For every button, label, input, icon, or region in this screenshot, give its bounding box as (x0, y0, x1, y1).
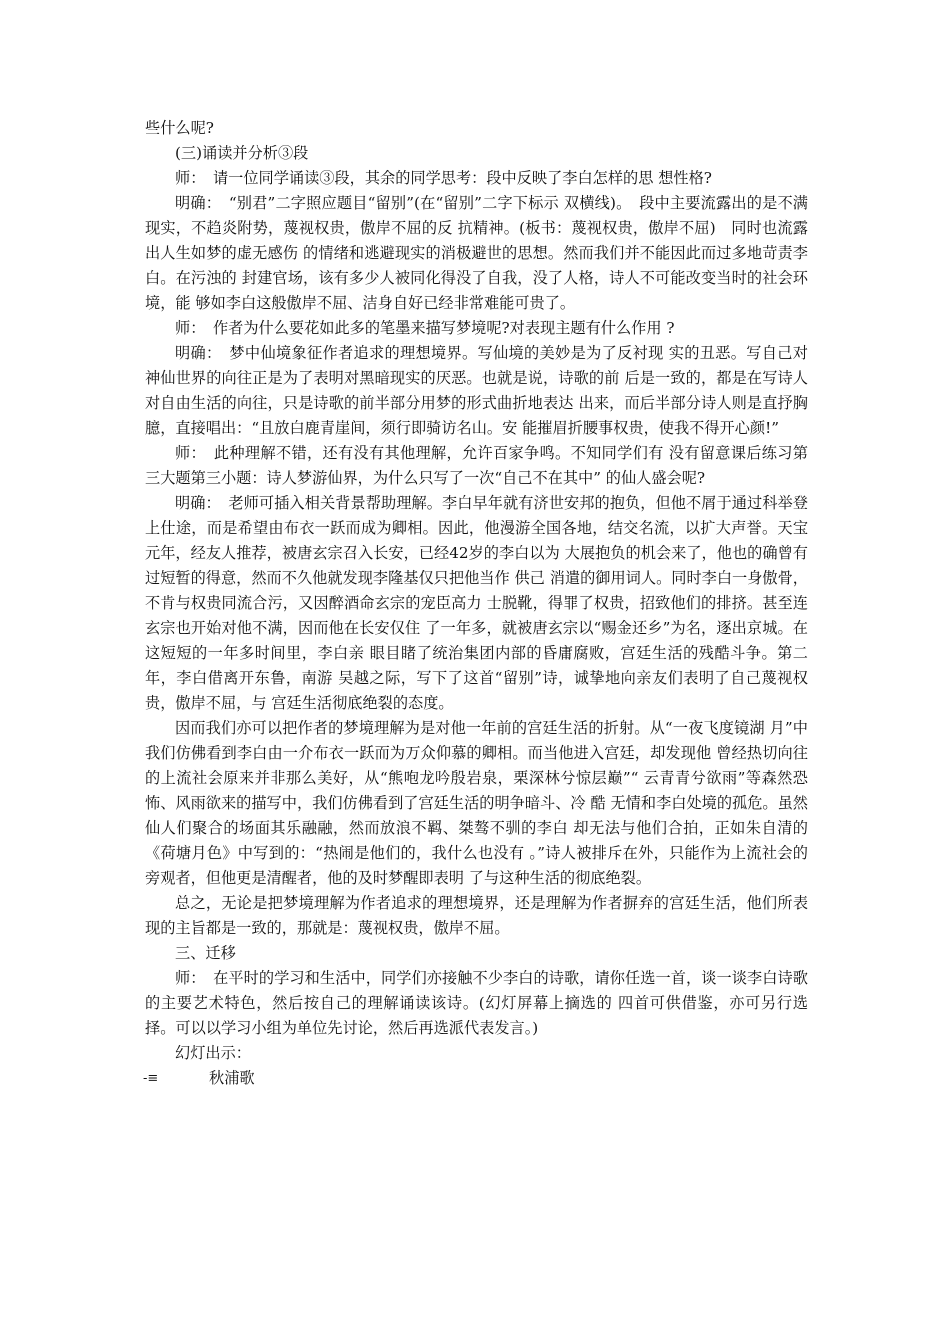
answer-2: 明确： 梦中仙境象征作者追求的理想境界。写仙境的美妙是为了反衬现 实的丑恶。写自己对神仙世界的向往正是为了表明对黑暗现实的厌恶。也就是说，诗歌的前 后是一致的，都是在写诗人对自由生活的向往，只是诗歌的前半部分用梦的形式曲折地表达 出来，而后半部分诗人则是直抒胸臆，直接唱出：“且放白鹿青崖间，须行即骑访名山。安 能摧眉折腰事权贵，使我不得开心颜!” (145, 344, 808, 437)
answer-3: 明确： 老师可插入相关背景帮助理解。李白早年就有济世安邦的抱负，但他不屑于通过科举登上仕途，而是希望由布衣一跃而成为卿相。因此，他漫游全国各地，结交名流，以扩大声誉。天宝元年，经友人推荐，被唐玄宗召入长安，已经42岁的李白以为 大展抱负的机会来了，他也的确曾有过短暂的得意，然而不久他就发现李隆基仅只把他当作 供己 消遣的御用词人。同时李白一身傲骨，不肯与权贵同流合污，又因醉酒命玄宗的宠臣高力 士脱靴，得罪了权贵，招致他们的排挤。甚至连玄宗也开始对他不满，因而他在长安仅住 了一年多，就被唐玄宗以“赐金还乡”为名，逐出京城。在这短短的一年多时间里，李白亲 眼目睹了统治集团内部的昏庸腐败，宫廷生活的残酷斗争。第二年，李白借离开东鲁，南游 吴越之际，写下了这首“留别”诗，诚挚地向亲友们表明了自己蔑视权贵，傲岸不屈，与 宫廷生活彻底绝裂的态度。 (145, 494, 808, 712)
analysis-paragraph: 因而我们亦可以把作者的梦境理解为是对他一年前的宫廷生活的折射。从“一夜飞度镜湖 月”中我们仿佛看到李白由一介布衣一跃而为万众仰慕的卿相。而当他进入宫廷，却发现他 曾经热切向往的上流社会原来并非那么美好，从“熊咆龙吟殷岩泉，栗深林兮惊层巅”“ 云青青兮欲雨”等森然恐怖、风雨欲来的描写中，我们仿佛看到了宫廷生活的明争暗斗、冷 酷 无情和李白处境的孤危。虽然仙人们聚合的场面其乐融融，然而放浪不羁、桀骜不驯的李白 却无法与他们合拍，正如朱自清的《荷塘月色》中写到的：“热闹是他们的，我什么也没有 。”诗人被排斥在外，只能作为上流社会的旁观者，但他更是清醒者，他的及时梦醒即表明 了与这种生活的彻底绝裂。 (145, 719, 808, 887)
poem-title: 秋浦歌 (209, 1069, 255, 1087)
poem-line (145, 1066, 808, 1091)
section-heading: (三)诵读并分析③段 (175, 144, 309, 162)
teacher-question-2: 师： 作者为什么要花如此多的笔墨来描写梦境呢?对表现主题有什么作用 ? (175, 319, 675, 337)
list-bullet: -≡ (143, 1071, 159, 1086)
teacher-question-4: 师： 在平时的学习和生活中，同学们亦接触不少李白的诗歌，请你任选一首，谈一谈李白诗歌的主要艺术特色，然后按自己的理解诵读该诗。(幻灯屏幕上摘选的 四首可供借鉴，亦可另行选择。可以以学习小组为单位先讨论，然后再选派代表发言。) (145, 969, 808, 1037)
paragraph-continuation: 些什么呢? (145, 119, 214, 137)
document-page (145, 116, 808, 1091)
answer-1: 明确： “别君”二字照应题目“留别”(在“留别”二字下标示 双横线)。 段中主要流露出的是不满现实，不趋炎附势，蔑视权贵，傲岸不屈的反 抗精神。(板书：蔑视权贵，傲岸不屈) 同时也流露出人生如梦的虚无感伤 的情绪和逃避现实的消极避世的思想。然而我们并不能因此而过多地苛责李白。在污浊的 封建官场，该有多少人被同化得没了自我，没了人格，诗人不可能改变当时的社会环境，能 够如李白这般傲岸不屈、洁身自好已经非常难能可贵了。 (145, 194, 808, 312)
slide-intro: 幻灯出示： (175, 1044, 251, 1062)
teacher-question-1: 师： 请一位同学诵读③段，其余的同学思考：段中反映了李白怎样的思 想性格? (175, 169, 712, 187)
section-heading-transfer: 三、迁移 (175, 944, 236, 962)
summary-paragraph: 总之，无论是把梦境理解为作者追求的理想境界，还是理解为作者摒弃的宫廷生活，他们所表现的主旨都是一致的，那就是：蔑视权贵，傲岸不屈。 (145, 894, 808, 937)
teacher-question-3: 师： 此种理解不错，还有没有其他理解，允许百家争鸣。不知同学们有 没有留意课后练习第三大题第三小题：诗人梦游仙界，为什么只写了一次“自己不在其中” 的仙人盛会呢? (145, 444, 808, 487)
